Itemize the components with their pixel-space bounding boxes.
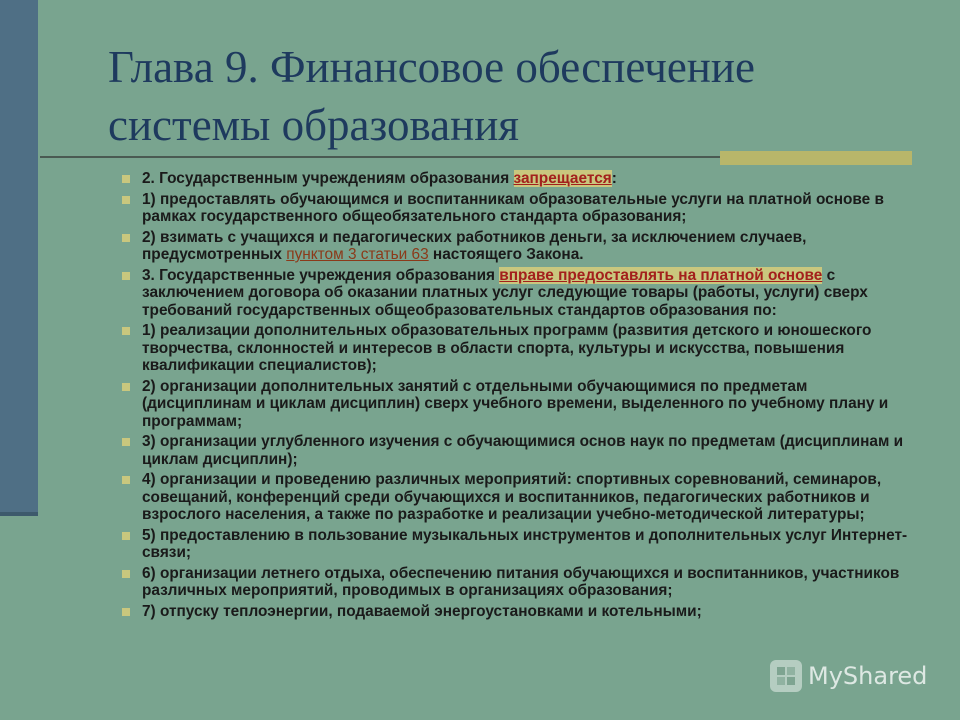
bullet-icon: [122, 476, 130, 484]
list-item: 3) организации углубленного изучения с обучающимися основ наук по предметам (дисциплинам и циклам дисциплин);: [120, 433, 910, 468]
decorative-sidebar-shadow: [0, 512, 38, 516]
list-item: 1) реализации дополнительных образовательных программ (развития детского и юношеского творчества, склонностей и интересов в области спорта, культуры и искусства, повышения квалификации специалистов);: [120, 322, 910, 375]
bullet-icon: [122, 608, 130, 616]
highlighted-term: запрещается: [513, 170, 612, 187]
list-item: 1) предоставлять обучающимся и воспитанникам образовательные услуги на платной основе в рамках государственного общеобязательного стандарта образования;: [120, 191, 910, 226]
list-item: 2) организации дополнительных занятий с отдельными обучающимися по предметам (дисциплинам и циклам дисциплин) сверх учебного времени, выделенного по учебному плану и программам;: [120, 378, 910, 431]
list-item: 4) организации и проведению различных мероприятий: спортивных соревнований, семинаров, совещаний, конференций среди обучающихся и воспитанников, педагогических работников и взрослого населения, а также по разработке и реализации учебно-методической литературы;: [120, 471, 910, 524]
bullet-icon: [122, 570, 130, 578]
bullet-icon: [122, 327, 130, 335]
myshared-logo-icon: [770, 660, 802, 692]
slide-title: Глава 9. Финансовое обеспечение системы образования: [108, 42, 755, 150]
list-item: 5) предоставлению в пользование музыкальных инструментов и дополнительных услуг Интернет-связи;: [120, 527, 910, 562]
title-divider-accent: [720, 151, 912, 165]
bullet-icon: [122, 234, 130, 242]
bullet-icon: [122, 272, 130, 280]
list-item: 2) взимать с учащихся и педагогических работников деньги, за исключением случаев, предусмотренных пунктом 3 статьи 63 настоящего Закона.: [120, 229, 910, 264]
bullet-icon: [122, 196, 130, 204]
list-item: 7) отпуску теплоэнергии, подаваемой энергоустановками и котельными;: [120, 603, 910, 621]
bullet-icon: [122, 175, 130, 183]
highlighted-term: вправе предоставлять на платной основе: [499, 266, 823, 284]
list-item: 6) организации летнего отдыха, обеспечению питания обучающихся и воспитанников, участников различных мероприятий, проводимых в организациях образования;: [120, 565, 910, 600]
decorative-sidebar: [0, 0, 38, 512]
list-item: 3. Государственные учреждения образования вправе предоставлять на платной основе с заключением договора об оказании платных услуг следующие товары (работы, услуги) сверх требований государственных общеобразовательных стандартов образования по:: [120, 267, 910, 320]
bullet-icon: [122, 532, 130, 540]
watermark-text: MyShared: [808, 662, 928, 690]
bullet-icon: [122, 438, 130, 446]
law-reference-link[interactable]: пунктом 3 статьи 63: [286, 246, 429, 263]
myshared-watermark: [770, 656, 927, 696]
list-item: 2. Государственным учреждениям образования запрещается:: [120, 170, 910, 188]
bullet-icon: [122, 383, 130, 391]
slide-body-list: [120, 170, 910, 623]
